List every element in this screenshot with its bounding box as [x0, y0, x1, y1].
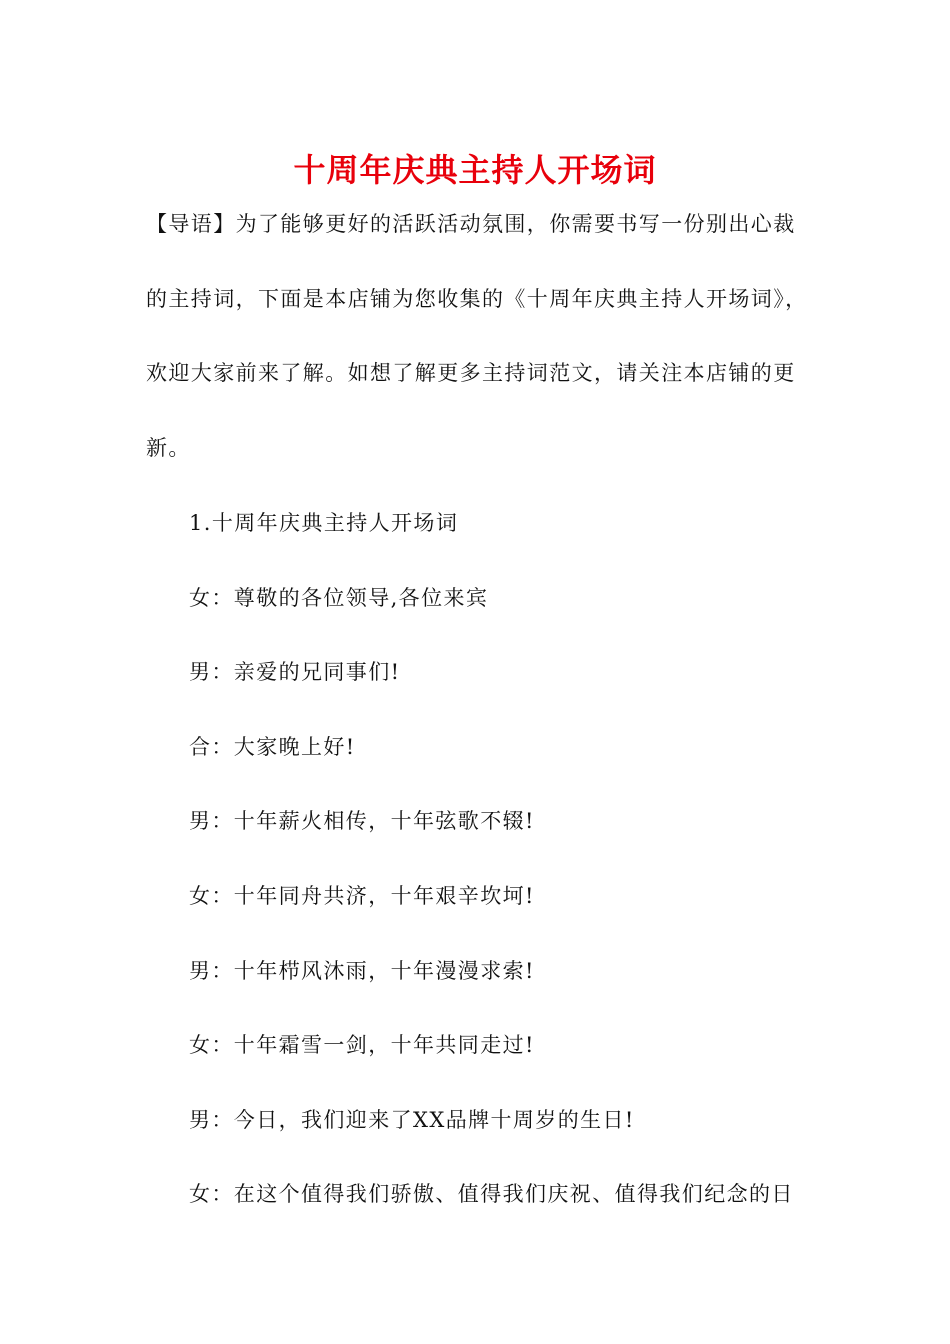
script-line: 女：尊敬的各位领导,各位来宾 [189, 586, 489, 610]
intro-line-3: 欢迎大家前来了解。如想了解更多主持词范文，请关注本店铺的更 [146, 361, 796, 385]
script-line: 合：大家晚上好! [189, 735, 356, 759]
intro-line-1: 【导语】为了能够更好的活跃活动氛围，你需要书写一份别出心裁 [146, 212, 796, 236]
script-line: 女：十年霜雪一剑，十年共同走过! [189, 1033, 535, 1057]
script-line: 男：亲爱的兄同事们! [189, 660, 401, 684]
intro-line-4: 新。 [146, 436, 191, 460]
section-heading: 1.十周年庆典主持人开场词 [189, 511, 459, 535]
intro-line-2: 的主持词，下面是本店铺为您收集的《十周年庆典主持人开场词》， [146, 287, 808, 311]
script-line: 男：今日，我们迎来了XX品牌十周岁的生日! [189, 1108, 635, 1132]
script-line: 女：在这个值得我们骄傲、值得我们庆祝、值得我们纪念的日 [189, 1182, 794, 1206]
script-line: 女：十年同舟共济，十年艰辛坎坷! [189, 884, 535, 908]
document-title: 十周年庆典主持人开场词 [293, 151, 657, 189]
script-line: 男：十年薪火相传，十年弦歌不辍! [189, 809, 535, 833]
script-line: 男：十年栉风沐雨，十年漫漫求索! [189, 959, 535, 983]
